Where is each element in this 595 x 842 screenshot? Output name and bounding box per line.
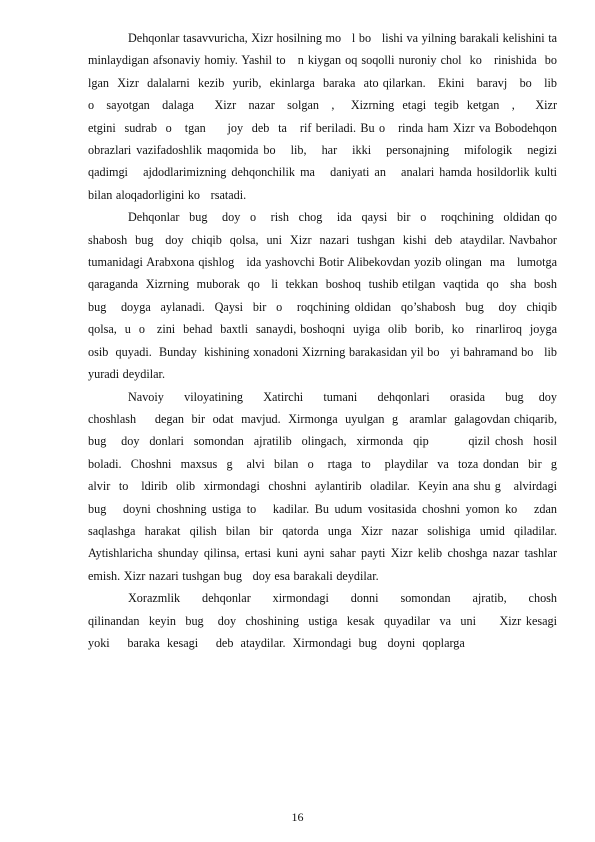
body-text <box>88 27 575 654</box>
page-number: 16 <box>291 810 304 824</box>
paragraph-4: Xorazmlik dehqonlar xirmondagi donni somondan ajratib, chosh qilinandan keyin bug doy choshining ustiga kesak quyadilar va uni Xizr kesagi yoki baraka kesagi deb ataydilar. Xirmondagi bug doyni qoplarga <box>88 591 575 650</box>
paragraph-1: Dehqonlar tasavvuricha, Xizr hosilning mo l bo lishi va yilning barakali kelishini ta minlaydigan afsonaviy homiy. Yashil to n kiygan oq soqolli nuroniy chol ko rinishida bo lgan Xizr dalalarni kezib yurib, ekinlarga baraka ato qilarkan. Ekini baravj bo lib o sayotgan dalaga Xizr nazar solgan , Xizrning etagi tegib ketgan , Xizr etgini sudrab o tgan joy deb ta rif beriladi. Bu o rinda ham Xizr va Bobodehqon obrazlari vazifadoshlik maqomida bo lib, har ikki personajning mifologik negizi qadimgi ajdodlarimizning dehqonchilik ma daniyati an analari hamda hosildorlik kulti bilan aloqadorligini ko rsatadi. <box>88 31 568 202</box>
paragraph-2: Dehqonlar bug doy o rish chog ida qaysi bir o roqchining oldidan qo shabosh bug doy chiqib qolsa, uni Xizr nazari tushgan kishi deb ataydilar. Navbahor tumanidagi Arabxona qishlog ida yashovchi Botir Alibekovdan yozib olingan ma lumotga qaraganda Xizrning muborak qo li tekkan boshoq tushib etilgan vaqtida qo sha bosh bug doyga aylanadi. Qaysi bir o roqchining oldidan qo’shabosh bug doy chiqib qolsa, u o zini behad baxtli sanaydi, boshoqni uyiga olib borib, ko rinarliroq joyga osib quyadi. Bunday kishining xonadoni Xizrning barakasidan yil bo yi bahramand bo lib yuradi deydilar. <box>88 210 572 382</box>
paragraph-3: Navoiy viloyatining Xatirchi tumani dehqonlari orasida bug doy choshlash degan bir odat mavjud. Xirmonga uyulgan g aramlar galagovdan chiqarib, bug doy donlari somondan ajratilib olingach, xirmonda qip qizil chosh hosil boladi. Choshni maxsus g alvi bilan o rtaga to playdilar va toza dondan bir g alvir to ldirib olib xirmondagi choshni aylantirib oladilar. Keyin ana shu g alvirdagi bug doyni choshning ustiga to kadilar. Bu udum vositasida choshni yomon ko zdan saqlashga harakat qilish bilan bir qatorda unga Xizr nazar solishiga umid qiladilar. Aytishlaricha shunday qilinsa, ertasi kuni ayni sahar payti Xizr kelib choshga nazar tashlar emish. Xizr nazari tushgan bug doy esa barakali deydilar. <box>88 389 568 583</box>
